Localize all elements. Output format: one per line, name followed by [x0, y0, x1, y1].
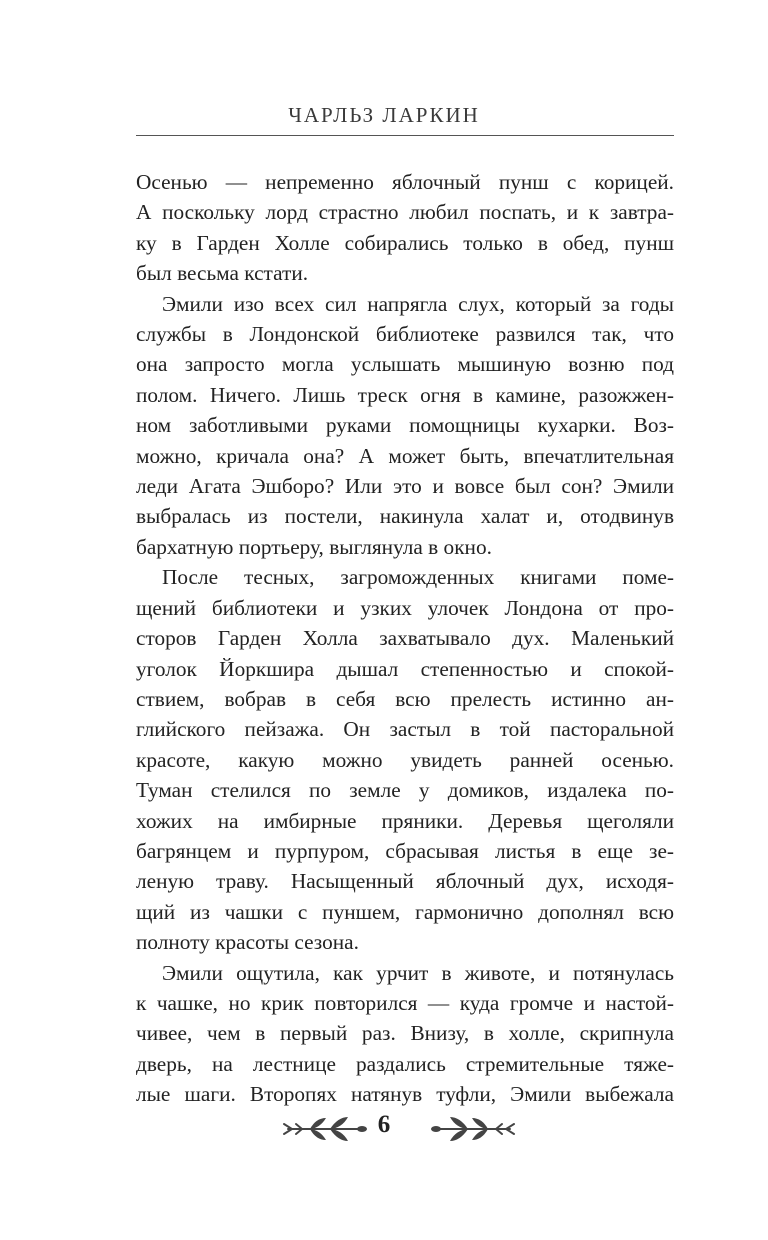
text-line: ствием, вобрав в себя всю прелесть истинно ан- [136, 686, 674, 711]
text-line: красоте, какую можно увидеть ранней осенью. [136, 747, 674, 772]
paragraph [136, 289, 674, 563]
text-line: багрянцем и пурпуром, сбрасывая листья в еще зе- [136, 838, 674, 863]
text-line: можно, кричала она? А может быть, впечатлительная [136, 443, 674, 468]
text-line: Эмили ощутила, как урчит в животе, и потянулась [162, 960, 674, 985]
text-line: сторов Гарден Холла захватывало дух. Маленький [136, 626, 674, 651]
text-line: уголок Йоркшира дышал степенностью и спокой- [136, 656, 674, 681]
text-line: чивее, чем в первый раз. Внизу, в холле, скрипнула [136, 1021, 674, 1046]
text-line: дверь, на лестнице раздались стремительные тяже- [136, 1051, 674, 1076]
leaf-branch-icon [430, 1112, 516, 1146]
text-line: Осенью — непременно яблочный пунш с корицей. [136, 170, 674, 194]
text-line: ку в Гарден Холле собирались только в обед, пунш [136, 230, 674, 255]
text-line: Туман стелился по земле у домиков, издалека по- [136, 778, 674, 803]
paragraph [136, 958, 674, 1110]
text-line: леную траву. Насыщенный яблочный дух, исходя- [136, 869, 674, 894]
text-line: она запросто могла услышать мышиную возню под [136, 352, 674, 377]
text-line: щий из чашки с пуншем, гармонично дополнял всю [136, 899, 674, 924]
text-line: глийского пейзажа. Он застыл в той пасторальной [136, 717, 674, 742]
running-header-author: ЧАРЛЬЗ ЛАРКИН [288, 103, 480, 127]
paragraph [136, 562, 674, 957]
page-number: 6 [377, 1111, 391, 1138]
text-line: полом. Ничего. Лишь треск огня в камине, разожжен- [136, 382, 674, 407]
text-line: службы в Лондонской библиотеке развился так, что [136, 322, 674, 347]
text-line: выбралась из постели, накинула халат и, отодвинув [136, 504, 674, 529]
text-line: После тесных, загроможденных книгами поме- [162, 565, 674, 590]
header-divider [136, 135, 674, 136]
text-line: бархатную портьеру, выглянула в окно. [136, 534, 492, 559]
leaf-branch-icon [282, 1112, 368, 1146]
text-line: хожих на имбирные пряники. Деревья щеголяли [136, 808, 674, 833]
page-footer [0, 1108, 768, 1148]
text-line: полноту красоты сезона. [136, 930, 359, 955]
text-line: А поскольку лорд страстно любил поспать, и к завтра- [136, 200, 674, 225]
text-line: ном заботливыми руками помощницы кухарки. Воз- [136, 413, 674, 438]
text-line: к чашке, но крик повторился — куда громче и настой- [136, 990, 674, 1015]
text-line: был весьма кстати. [136, 261, 309, 286]
text-line: щений библиотеки и узких улочек Лондона от про- [136, 595, 674, 620]
text-line: Эмили изо всех сил напрягла слух, который за годы [162, 291, 674, 316]
paragraph [136, 167, 674, 289]
text-line: лые шаги. Второпях натянув туфли, Эмили выбежала [136, 1082, 674, 1107]
body-text [136, 167, 674, 1110]
text-line: леди Агата Эшборо? Или это и вовсе был сон? Эмили [136, 474, 674, 499]
